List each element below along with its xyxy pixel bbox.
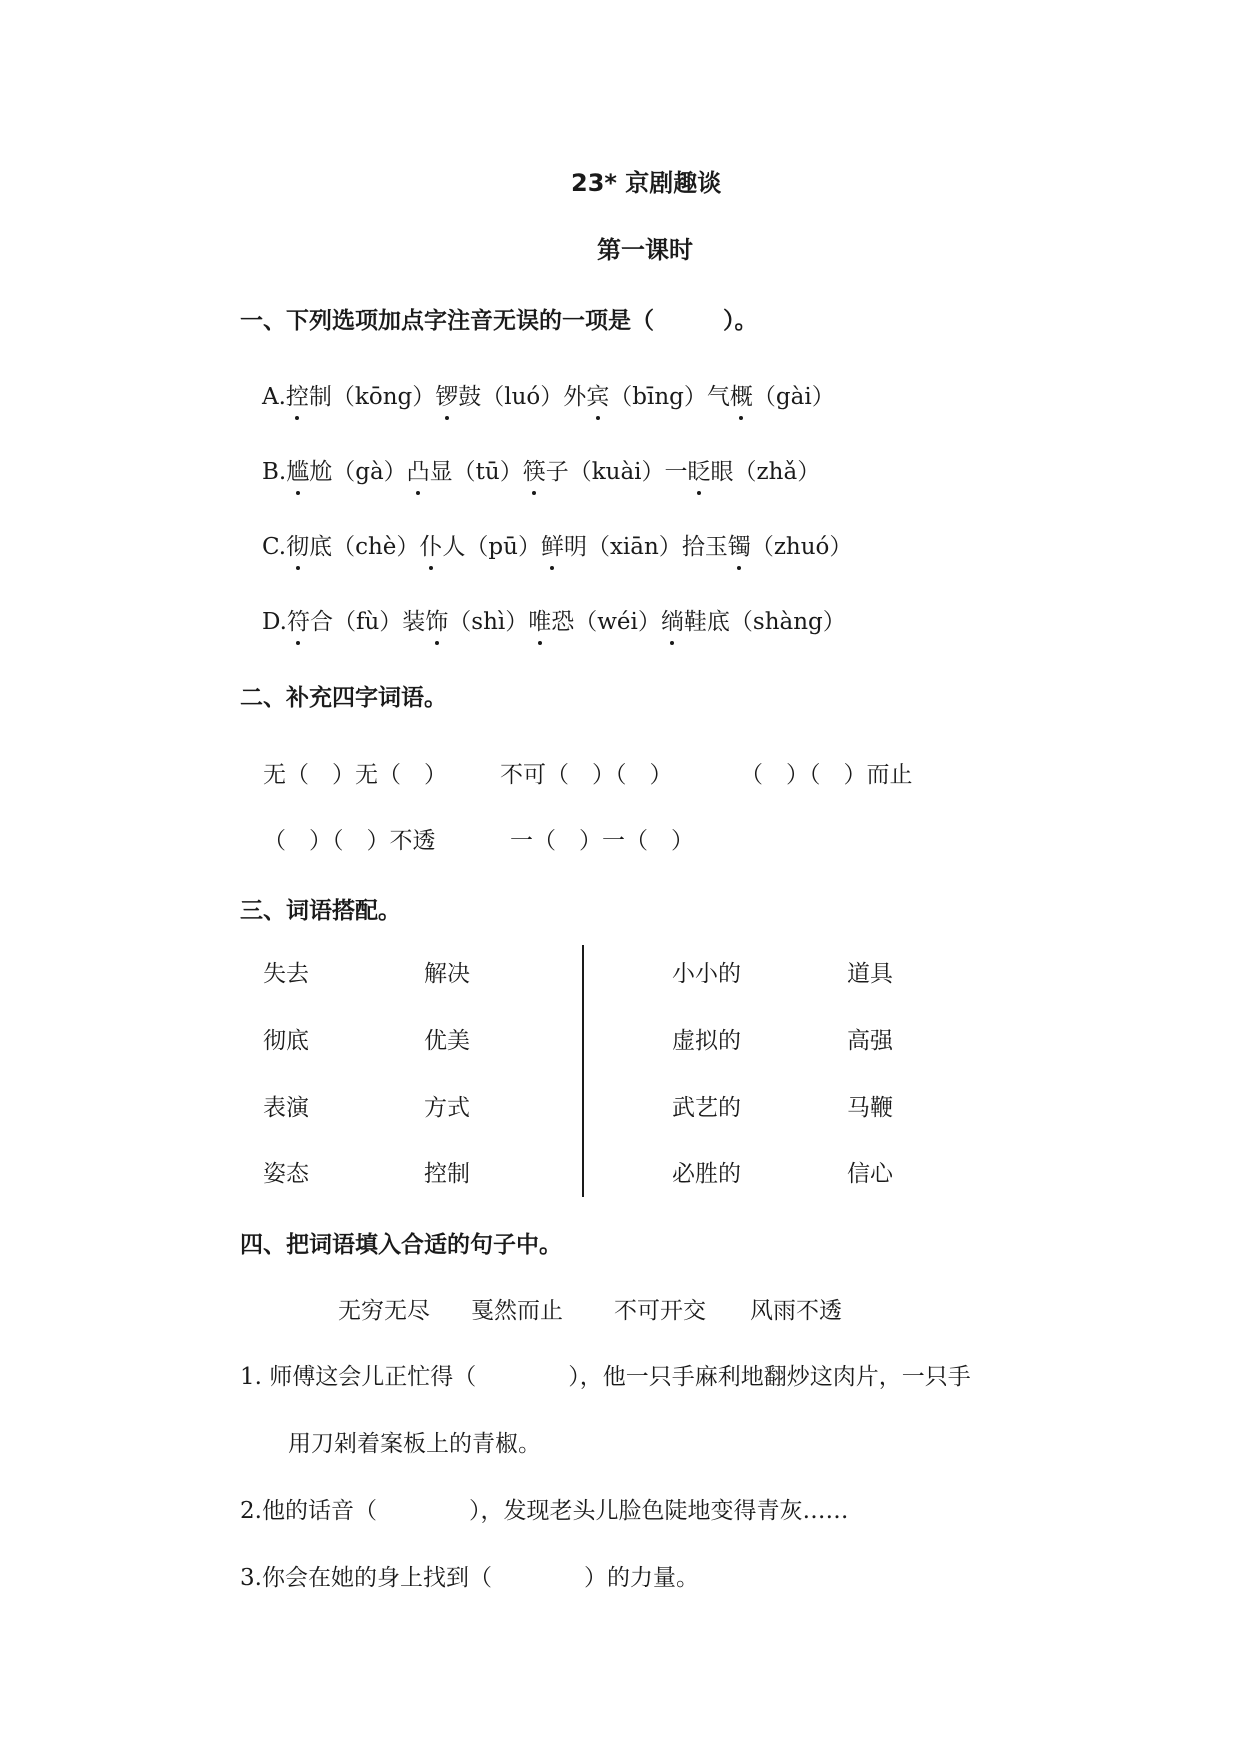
q1-word-part: 人 (442, 534, 466, 560)
q3-word: 必胜的 (672, 1161, 741, 1187)
q1-word-part: 合 (309, 609, 333, 635)
q3-word: 武艺的 (672, 1095, 741, 1121)
q1-word-part: 装 (402, 609, 426, 635)
q1-word (523, 459, 665, 485)
q1-dotted-char: 仆 (419, 528, 442, 561)
q3-word: 信心 (847, 1161, 893, 1187)
q3-word: 表演 (263, 1095, 309, 1121)
q1-word (287, 609, 402, 635)
q1-word (419, 534, 541, 560)
q4-heading: 四、把词语填入合适的句子中。 (240, 1232, 562, 1258)
q3-word: 方式 (424, 1095, 470, 1121)
q2-item: （ ）（ ）而止 (740, 762, 913, 788)
q3-word: 姿态 (263, 1161, 309, 1187)
q1-word-part: 一 (664, 459, 688, 485)
page-subtitle: 第一课时 (597, 236, 693, 264)
q4-word: 戛然而止 (471, 1298, 563, 1324)
q4-sentence-1-cont: 用刀剁着案板上的青椒。 (288, 1431, 541, 1457)
q1-pinyin: （zhǎ） (733, 459, 821, 485)
q1-option-label: B. (262, 459, 287, 485)
q3-word: 虚拟的 (672, 1028, 741, 1054)
q1-pinyin: （shàng） (729, 609, 846, 635)
q1-pinyin: （tū） (452, 459, 523, 485)
q3-word: 控制 (424, 1161, 470, 1187)
q2-item: （ ）（ ）不透 (263, 828, 436, 854)
page-title: 23* 京剧趣谈 (571, 169, 722, 197)
q3-word: 优美 (424, 1028, 470, 1054)
q4-word: 不可开交 (614, 1298, 706, 1324)
q1-word (286, 534, 419, 560)
q1-word (661, 609, 846, 635)
q1-dotted-char: 尴 (286, 453, 309, 486)
q1-word-part: 恐 (551, 609, 575, 635)
q1-option-label: D. (262, 609, 287, 635)
q1-word-part: 鼓 (458, 384, 482, 410)
q3-word: 失去 (263, 961, 309, 987)
q1-word-part: 气 (706, 384, 730, 410)
q1-word (435, 384, 563, 410)
q1-pinyin: （kuài） (568, 459, 665, 485)
q1-dotted-char: 概 (730, 378, 753, 411)
q3-word: 高强 (847, 1028, 893, 1054)
q2-heading: 二、补充四字词语。 (240, 685, 447, 711)
q1-dotted-char: 筷 (523, 453, 546, 486)
q1-dotted-char: 唯 (528, 603, 551, 636)
q3-word: 小小的 (672, 961, 741, 987)
q1-pinyin: （bīng） (609, 384, 707, 410)
q4-word: 无穷无尽 (338, 1298, 430, 1324)
q1-dotted-char: 符 (287, 603, 310, 636)
q1-dotted-char: 锣 (435, 378, 458, 411)
q1-word (528, 609, 661, 635)
q4-sentence-1: 1. 师傅这会儿正忙得（ ），他一只手麻利地翻炒这肉片，一只手 (240, 1364, 971, 1390)
q1-option (262, 528, 852, 561)
q1-dotted-char: 眨 (688, 453, 711, 486)
q3-word: 马鞭 (847, 1095, 893, 1121)
q1-word (286, 459, 406, 485)
q1-word-part: 明 (563, 534, 587, 560)
q1-pinyin: （gà） (332, 459, 407, 485)
q1-option (262, 453, 820, 486)
q1-dotted-char: 凸 (407, 453, 430, 486)
q1-word (707, 384, 835, 410)
q3-heading: 三、词语搭配。 (240, 898, 401, 924)
q2-item: 一（ ）一（ ） (510, 828, 694, 854)
q1-dotted-char: 控 (286, 378, 309, 411)
q1-word (682, 534, 853, 560)
q1-word-part: 眼 (710, 459, 734, 485)
q1-word-part: 鞋底 (683, 609, 730, 635)
q1-pinyin: （luó） (481, 384, 564, 410)
q1-option-label: C. (262, 534, 287, 560)
q2-item: 不可（ ）（ ） (500, 762, 673, 788)
q2-item: 无（ ）无（ ） (263, 762, 447, 788)
q1-pinyin: （pū） (465, 534, 541, 560)
q1-option-label: A. (262, 384, 286, 410)
q1-pinyin: （chè） (332, 534, 420, 560)
q1-pinyin: （xiān） (586, 534, 682, 560)
q1-pinyin: （kōng） (331, 384, 436, 410)
q3-word: 解决 (424, 961, 470, 987)
q1-dotted-char: 绱 (661, 603, 684, 636)
q1-word (665, 459, 821, 485)
q1-dotted-char: 宾 (586, 378, 609, 411)
q3-word: 彻底 (263, 1028, 309, 1054)
q1-word-part: 尬 (309, 459, 333, 485)
q3-word: 道具 (847, 961, 893, 987)
q1-pinyin: （wéi） (574, 609, 661, 635)
q1-word (286, 384, 435, 410)
q1-pinyin: （gài） (752, 384, 835, 410)
q1-pinyin: （zhuó） (750, 534, 853, 560)
q3-divider (582, 945, 584, 1197)
q1-word-part: 显 (429, 459, 453, 485)
q1-dotted-char: 镯 (728, 528, 751, 561)
q1-dotted-char: 鲜 (541, 528, 564, 561)
q1-word-part: 拾玉 (681, 534, 728, 560)
q1-dotted-char: 饰 (425, 603, 448, 636)
q1-word-part: 子 (545, 459, 569, 485)
q1-pinyin: （fù） (332, 609, 403, 635)
q1-option (262, 378, 835, 411)
q1-word (563, 384, 707, 410)
q1-word-part: 底 (309, 534, 333, 560)
q1-word (407, 459, 523, 485)
q1-word (402, 609, 528, 635)
q4-sentence-3: 3.你会在她的身上找到（ ）的力量。 (240, 1565, 699, 1591)
q1-dotted-char: 彻 (286, 528, 309, 561)
q1-word (541, 534, 682, 560)
q1-pinyin: （shì） (448, 609, 529, 635)
q4-word: 风雨不透 (750, 1298, 842, 1324)
q1-word-part: 制 (308, 384, 332, 410)
q1-word-part: 外 (563, 384, 587, 410)
q1-option (262, 603, 846, 636)
q1-heading: 一、下列选项加点字注音无误的一项是（ ）。 (240, 308, 758, 334)
q4-sentence-2: 2.他的话音（ ），发现老头儿脸色陡地变得青灰…… (240, 1498, 849, 1524)
